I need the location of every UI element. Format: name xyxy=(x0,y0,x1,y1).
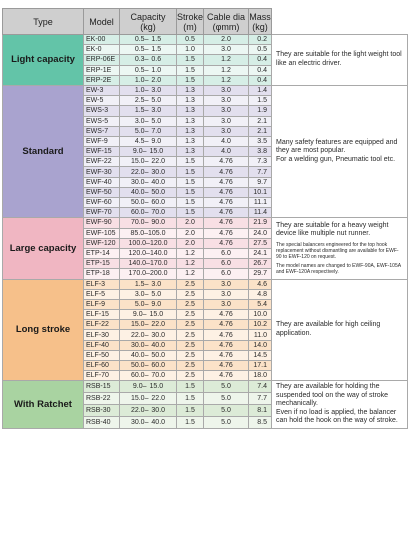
model-cell: EWS-3 xyxy=(84,106,120,116)
mass-cell: 24.0 xyxy=(249,228,272,238)
cable-dia-cell: 4.0 xyxy=(204,147,249,157)
stroke-cell: 2.5 xyxy=(177,310,204,320)
cable-dia-cell: 4.76 xyxy=(204,198,249,208)
stroke-cell: 1.5 xyxy=(177,417,204,429)
model-cell: EWF-50 xyxy=(84,187,120,197)
mass-cell: 0.4 xyxy=(249,55,272,65)
model-cell: EWF-70 xyxy=(84,208,120,218)
description-long xyxy=(272,279,408,381)
mass-cell: 14.5 xyxy=(249,350,272,360)
mass-cell: 0.2 xyxy=(249,35,272,45)
mass-cell: 27.5 xyxy=(249,238,272,248)
mass-cell: 4.8 xyxy=(249,289,272,299)
model-cell: ERP-2E xyxy=(84,75,120,85)
cable-dia-cell: 4.76 xyxy=(204,320,249,330)
capacity-cell: 15.0– 22.0 xyxy=(120,393,177,405)
model-cell: ETP-18 xyxy=(84,269,120,279)
capacity-cell: 2.5– 5.0 xyxy=(120,96,177,106)
stroke-cell: 0.5 xyxy=(177,35,204,45)
mass-cell: 1.9 xyxy=(249,106,272,116)
stroke-cell: 1.5 xyxy=(177,208,204,218)
mass-cell: 18.0 xyxy=(249,371,272,381)
header-capacity: Capacity (kg) xyxy=(120,9,177,35)
mass-cell: 11.0 xyxy=(249,330,272,340)
mass-cell: 8.5 xyxy=(249,417,272,429)
cable-dia-cell: 3.0 xyxy=(204,85,249,95)
stroke-cell: 1.3 xyxy=(177,106,204,116)
model-cell: ELF-22 xyxy=(84,320,120,330)
cable-dia-cell: 3.0 xyxy=(204,45,249,55)
spec-body xyxy=(3,35,408,429)
stroke-cell: 1.5 xyxy=(177,65,204,75)
description-text: Even if no load is applied, the balancer can hold the hook on the way of stroke. xyxy=(276,408,398,425)
mass-cell: 10.1 xyxy=(249,187,272,197)
type-cell-large: Large capacity xyxy=(3,218,84,279)
model-cell: ELF-3 xyxy=(84,279,120,289)
stroke-cell: 1.5 xyxy=(177,405,204,417)
mass-cell: 24.1 xyxy=(249,248,272,258)
stroke-cell: 1.5 xyxy=(177,75,204,85)
stroke-cell: 1.0 xyxy=(177,45,204,55)
capacity-cell: 70.0– 90.0 xyxy=(120,218,177,228)
cable-dia-cell: 4.76 xyxy=(204,167,249,177)
capacity-cell: 120.0–140.0 xyxy=(120,248,177,258)
description-standard xyxy=(272,85,408,217)
model-cell: EWF-30 xyxy=(84,167,120,177)
mass-cell: 0.5 xyxy=(249,45,272,55)
cable-dia-cell: 4.76 xyxy=(204,371,249,381)
cable-dia-cell: 4.76 xyxy=(204,177,249,187)
capacity-cell: 30.0– 40.0 xyxy=(120,340,177,350)
model-cell: EW-5 xyxy=(84,96,120,106)
cable-dia-cell: 4.76 xyxy=(204,340,249,350)
cable-dia-cell: 4.76 xyxy=(204,218,249,228)
cable-dia-cell: 6.0 xyxy=(204,248,249,258)
stroke-cell: 2.0 xyxy=(177,218,204,228)
mass-cell: 11.4 xyxy=(249,208,272,218)
cable-dia-cell: 4.76 xyxy=(204,238,249,248)
capacity-cell: 15.0– 22.0 xyxy=(120,320,177,330)
capacity-cell: 4.5– 9.0 xyxy=(120,136,177,146)
model-cell: EWF-15 xyxy=(84,147,120,157)
stroke-cell: 2.0 xyxy=(177,228,204,238)
stroke-cell: 1.5 xyxy=(177,198,204,208)
type-cell-standard: Standard xyxy=(3,85,84,217)
header-model: Model xyxy=(84,9,120,35)
stroke-cell: 2.5 xyxy=(177,299,204,309)
mass-cell: 17.1 xyxy=(249,361,272,371)
model-cell: ETP-14 xyxy=(84,248,120,258)
mass-cell: 26.7 xyxy=(249,259,272,269)
mass-cell: 0.4 xyxy=(249,75,272,85)
stroke-cell: 1.3 xyxy=(177,136,204,146)
capacity-cell: 170.0–200.0 xyxy=(120,269,177,279)
model-cell: ETP-15 xyxy=(84,259,120,269)
header-mass: Mass (kg) xyxy=(249,9,272,35)
header-cable-dia: Cable dia (φmm) xyxy=(204,9,249,35)
table-row xyxy=(3,279,408,289)
capacity-cell: 0.5– 1.0 xyxy=(120,65,177,75)
capacity-cell: 5.0– 7.0 xyxy=(120,126,177,136)
model-cell: EWF-90 xyxy=(84,218,120,228)
stroke-cell: 2.5 xyxy=(177,361,204,371)
capacity-cell: 30.0– 40.0 xyxy=(120,417,177,429)
header-stroke: Stroke (m) xyxy=(177,9,204,35)
model-cell: EWF-22 xyxy=(84,157,120,167)
stroke-cell: 1.5 xyxy=(177,55,204,65)
capacity-cell: 1.5– 3.0 xyxy=(120,106,177,116)
stroke-cell: 2.5 xyxy=(177,371,204,381)
model-cell: RSB-15 xyxy=(84,381,120,393)
description-text: They are suitable for a heavy weight device like multiple nut runner. xyxy=(276,221,389,238)
stroke-cell: 1.3 xyxy=(177,116,204,126)
table-row xyxy=(3,85,408,95)
model-cell: EW-3 xyxy=(84,85,120,95)
type-cell-light: Light capacity xyxy=(3,35,84,86)
description-text: They are suitable for the light weight tool like an electric driver. xyxy=(276,51,402,67)
cable-dia-cell: 5.0 xyxy=(204,381,249,393)
model-cell: ERP-06E xyxy=(84,55,120,65)
description-text: Many safety features are equipped and they are most popular. xyxy=(276,138,398,155)
table-row xyxy=(3,381,408,393)
stroke-cell: 1.3 xyxy=(177,126,204,136)
cable-dia-cell: 4.76 xyxy=(204,187,249,197)
cable-dia-cell: 5.0 xyxy=(204,417,249,429)
capacity-cell: 15.0– 22.0 xyxy=(120,157,177,167)
table-row xyxy=(3,35,408,45)
mass-cell: 1.4 xyxy=(249,85,272,95)
model-cell: RSB-30 xyxy=(84,405,120,417)
model-cell: EK-00 xyxy=(84,35,120,45)
capacity-cell: 3.0– 5.0 xyxy=(120,116,177,126)
cable-dia-cell: 2.0 xyxy=(204,35,249,45)
model-cell: EWS-7 xyxy=(84,126,120,136)
cable-dia-cell: 3.0 xyxy=(204,299,249,309)
note-text: The model names are changed to EWF-90A, EWF-105A and EWF-120A respectively. xyxy=(276,262,401,275)
mass-cell: 7.7 xyxy=(249,167,272,177)
cable-dia-cell: 6.0 xyxy=(204,269,249,279)
capacity-cell: 1.0– 2.0 xyxy=(120,75,177,85)
stroke-cell: 1.5 xyxy=(177,187,204,197)
description-text: They are available for holding the suspended tool on the way of stroke mechanically. xyxy=(276,383,389,408)
capacity-cell: 3.0– 5.0 xyxy=(120,289,177,299)
model-cell: ELF-40 xyxy=(84,340,120,350)
cable-dia-cell: 4.0 xyxy=(204,136,249,146)
cable-dia-cell: 4.76 xyxy=(204,310,249,320)
description-text: They are available for high ceiling application. xyxy=(276,321,381,337)
mass-cell: 8.1 xyxy=(249,405,272,417)
type-cell-long: Long stroke xyxy=(3,279,84,381)
stroke-cell: 2.5 xyxy=(177,350,204,360)
capacity-cell: 0.3– 0.6 xyxy=(120,55,177,65)
header-row xyxy=(3,9,408,35)
capacity-cell: 0.5– 1.5 xyxy=(120,45,177,55)
stroke-cell: 2.0 xyxy=(177,238,204,248)
model-cell: EK-0 xyxy=(84,45,120,55)
cable-dia-cell: 6.0 xyxy=(204,259,249,269)
model-cell: ELF-15 xyxy=(84,310,120,320)
stroke-cell: 1.2 xyxy=(177,259,204,269)
stroke-cell: 2.5 xyxy=(177,340,204,350)
description-light xyxy=(272,35,408,86)
mass-cell: 9.7 xyxy=(249,177,272,187)
stroke-cell: 1.3 xyxy=(177,147,204,157)
cable-dia-cell: 5.0 xyxy=(204,393,249,405)
mass-cell: 4.6 xyxy=(249,279,272,289)
cable-dia-cell: 4.76 xyxy=(204,228,249,238)
description-ratchet xyxy=(272,381,408,429)
mass-cell: 2.1 xyxy=(249,126,272,136)
capacity-cell: 9.0– 15.0 xyxy=(120,381,177,393)
cable-dia-cell: 3.0 xyxy=(204,106,249,116)
stroke-cell: 1.2 xyxy=(177,248,204,258)
model-cell: ERP-1E xyxy=(84,65,120,75)
capacity-cell: 85.0–105.0 xyxy=(120,228,177,238)
mass-cell: 7.3 xyxy=(249,157,272,167)
capacity-cell: 140.0–170.0 xyxy=(120,259,177,269)
model-cell: EWF-40 xyxy=(84,177,120,187)
mass-cell: 10.2 xyxy=(249,320,272,330)
balancer-spec-sheet xyxy=(2,8,407,429)
description-large xyxy=(272,218,408,279)
stroke-cell: 2.5 xyxy=(177,289,204,299)
mass-cell: 14.0 xyxy=(249,340,272,350)
mass-cell: 5.4 xyxy=(249,299,272,309)
mass-cell: 29.7 xyxy=(249,269,272,279)
cable-dia-cell: 1.2 xyxy=(204,75,249,85)
capacity-cell: 1.5– 3.0 xyxy=(120,279,177,289)
cable-dia-cell: 3.0 xyxy=(204,126,249,136)
cable-dia-cell: 4.76 xyxy=(204,157,249,167)
model-cell: ELF-60 xyxy=(84,361,120,371)
stroke-cell: 1.3 xyxy=(177,96,204,106)
capacity-cell: 9.0– 15.0 xyxy=(120,147,177,157)
capacity-cell: 40.0– 50.0 xyxy=(120,187,177,197)
model-cell: ELF-70 xyxy=(84,371,120,381)
stroke-cell: 2.5 xyxy=(177,320,204,330)
note-text: The special balancers engineered for the top hook replacement without dismantling are available for EWF-90 to EWF-120 on request. xyxy=(276,241,399,260)
capacity-cell: 22.0– 30.0 xyxy=(120,405,177,417)
capacity-cell: 50.0– 60.0 xyxy=(120,361,177,371)
model-cell: EWF-120 xyxy=(84,238,120,248)
mass-cell: 2.1 xyxy=(249,116,272,126)
model-cell: EWF-9 xyxy=(84,136,120,146)
mass-cell: 7.4 xyxy=(249,381,272,393)
capacity-cell: 60.0– 70.0 xyxy=(120,371,177,381)
cable-dia-cell: 3.0 xyxy=(204,116,249,126)
table-row xyxy=(3,218,408,228)
description-text: For a welding gun, Pneumatic tool etc. xyxy=(276,155,396,163)
stroke-cell: 1.2 xyxy=(177,269,204,279)
model-cell: EWF-60 xyxy=(84,198,120,208)
capacity-cell: 22.0– 30.0 xyxy=(120,330,177,340)
cable-dia-cell: 4.76 xyxy=(204,350,249,360)
capacity-cell: 60.0– 70.0 xyxy=(120,208,177,218)
model-cell: RSB-22 xyxy=(84,393,120,405)
capacity-cell: 9.0– 15.0 xyxy=(120,310,177,320)
mass-cell: 21.9 xyxy=(249,218,272,228)
stroke-cell: 1.5 xyxy=(177,177,204,187)
stroke-cell: 1.3 xyxy=(177,85,204,95)
capacity-cell: 5.0– 9.0 xyxy=(120,299,177,309)
capacity-cell: 1.0– 3.0 xyxy=(120,85,177,95)
model-cell: ELF-9 xyxy=(84,299,120,309)
model-cell: ELF-50 xyxy=(84,350,120,360)
cable-dia-cell: 1.2 xyxy=(204,55,249,65)
cable-dia-cell: 4.76 xyxy=(204,208,249,218)
mass-cell: 1.5 xyxy=(249,96,272,106)
stroke-cell: 1.5 xyxy=(177,393,204,405)
capacity-cell: 30.0– 40.0 xyxy=(120,177,177,187)
spec-table xyxy=(2,8,408,429)
stroke-cell: 2.5 xyxy=(177,279,204,289)
model-cell: EWF-105 xyxy=(84,228,120,238)
stroke-cell: 2.5 xyxy=(177,330,204,340)
cable-dia-cell: 4.76 xyxy=(204,330,249,340)
header-blank xyxy=(272,9,408,35)
capacity-cell: 100.0–120.0 xyxy=(120,238,177,248)
stroke-cell: 1.5 xyxy=(177,167,204,177)
capacity-cell: 0.5– 1.5 xyxy=(120,35,177,45)
capacity-cell: 40.0– 50.0 xyxy=(120,350,177,360)
cable-dia-cell: 3.0 xyxy=(204,289,249,299)
model-cell: ELF-30 xyxy=(84,330,120,340)
cable-dia-cell: 3.0 xyxy=(204,96,249,106)
model-cell: RSB-40 xyxy=(84,417,120,429)
type-cell-ratchet: With Ratchet xyxy=(3,381,84,429)
cable-dia-cell: 3.0 xyxy=(204,279,249,289)
mass-cell: 7.7 xyxy=(249,393,272,405)
mass-cell: 11.1 xyxy=(249,198,272,208)
model-cell: EWS-5 xyxy=(84,116,120,126)
cable-dia-cell: 1.2 xyxy=(204,65,249,75)
cable-dia-cell: 4.76 xyxy=(204,361,249,371)
mass-cell: 3.5 xyxy=(249,136,272,146)
mass-cell: 3.8 xyxy=(249,147,272,157)
stroke-cell: 1.5 xyxy=(177,381,204,393)
mass-cell: 0.4 xyxy=(249,65,272,75)
header-type: Type xyxy=(3,9,84,35)
model-cell: ELF-5 xyxy=(84,289,120,299)
capacity-cell: 50.0– 60.0 xyxy=(120,198,177,208)
cable-dia-cell: 5.0 xyxy=(204,405,249,417)
stroke-cell: 1.5 xyxy=(177,157,204,167)
capacity-cell: 22.0– 30.0 xyxy=(120,167,177,177)
mass-cell: 10.0 xyxy=(249,310,272,320)
